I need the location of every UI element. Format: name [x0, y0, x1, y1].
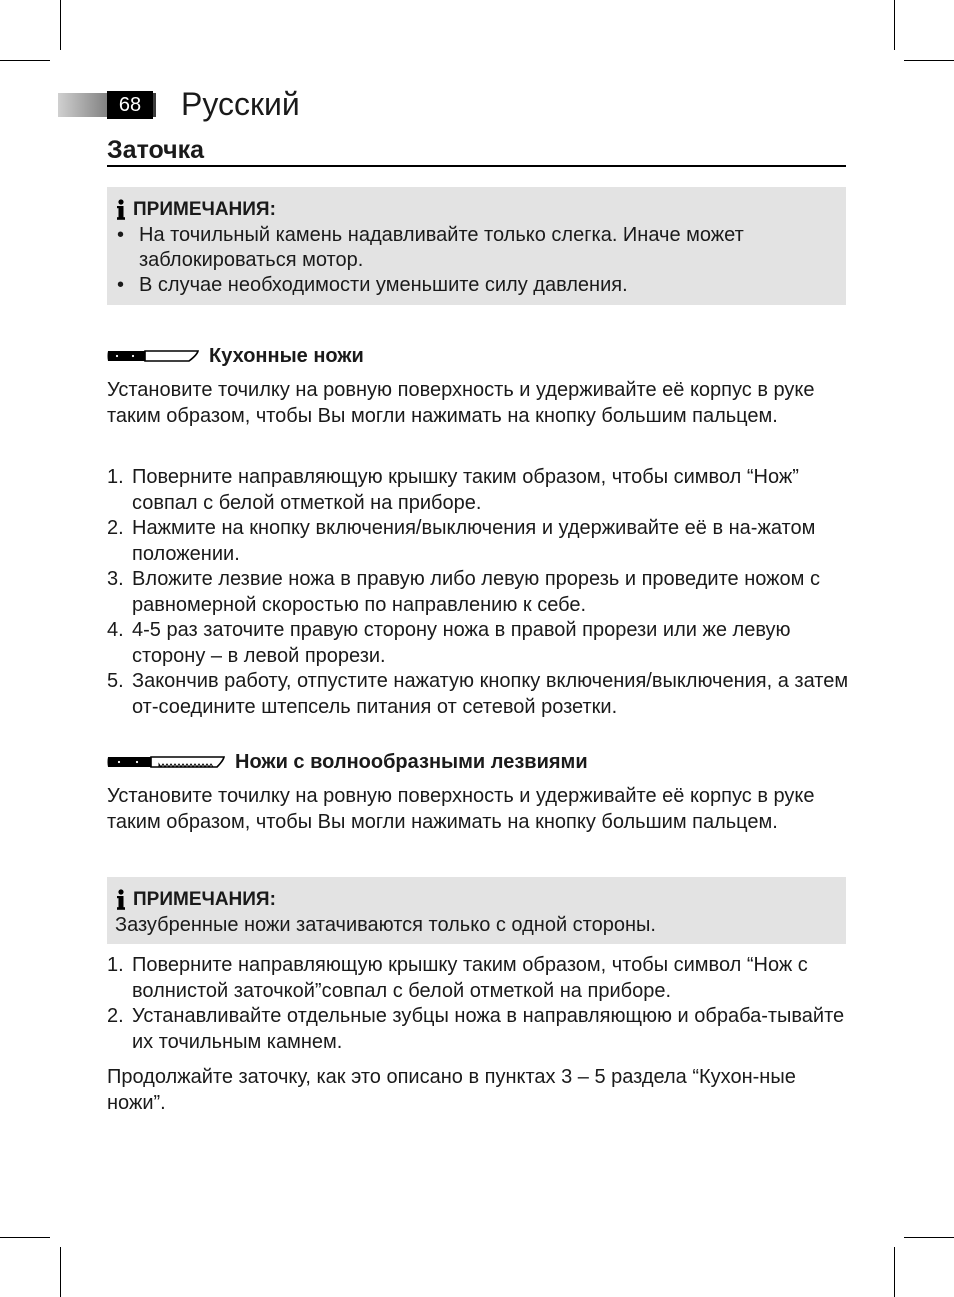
note-heading-text: ПРИМЕЧАНИЯ:	[133, 889, 276, 910]
step-item	[107, 465, 852, 516]
crop-mark	[0, 60, 50, 61]
step-item	[107, 669, 852, 720]
language-title: Русский	[181, 86, 300, 122]
note-box	[107, 877, 846, 944]
step-text: Поверните направляющую крышку таким образом, чтобы символ “Нож с волнистой заточкой”совпал с белой отметкой на приборе.	[132, 954, 808, 1002]
info-icon	[115, 889, 127, 911]
step-item	[107, 1004, 852, 1055]
note-heading	[115, 197, 838, 223]
serrated-knives-heading	[107, 749, 588, 775]
serrated-knives-outro: Продолжайте заточку, как это описано в пунктах 3 – 5 раздела “Кухон-ные ножи”.	[107, 1066, 796, 1114]
step-number: 2.	[107, 517, 124, 539]
crop-mark	[904, 60, 954, 61]
section-divider	[107, 165, 846, 167]
note-heading	[115, 887, 838, 913]
kitchen-knives-steps	[107, 465, 852, 720]
serrated-knife-icon	[107, 751, 226, 773]
kitchen-knife-icon	[107, 345, 200, 367]
info-icon	[115, 199, 127, 221]
kitchen-knives-heading-text: Кухонные ножи	[209, 345, 364, 367]
step-item	[107, 953, 852, 1004]
kitchen-knives-intro: Установите точилку на ровную поверхность и удерживайте её корпус в руке таким образом, чтобы Вы могли нажимать на кнопку большим пальцем.	[107, 379, 815, 427]
serrated-knives-intro: Установите точилку на ровную поверхность и удерживайте её корпус в руке таким образом, чтобы Вы могли нажимать на кнопку большим пальцем.	[107, 785, 815, 833]
note-item: • В случае необходимости уменьшите силу давления.	[115, 273, 838, 298]
step-text: Устанавливайте отдельные зубцы ножа в направляющюю и обраба-тывайте их точильным камнем.	[132, 1005, 845, 1053]
crop-mark	[60, 1247, 61, 1297]
step-text: Закончив работу, отпустите нажатую кнопку включения/выключения, а затем от-соедините штепсель питания от сетевой розетки.	[132, 670, 849, 718]
step-number: 3.	[107, 568, 124, 590]
step-number: 1.	[107, 954, 124, 976]
step-text: 4-5 раз заточите правую сторону ножа в правой прорези или же левую сторону – в левой прорези.	[132, 619, 791, 667]
step-item	[107, 618, 852, 669]
note-text: Зазубренные ножи затачиваются только с одной стороны.	[115, 914, 656, 936]
note-item: • На точильный камень надавливайте только слегка. Иначе может заблокироваться мотор.	[115, 223, 838, 273]
crop-mark	[60, 0, 61, 50]
note-heading-text: ПРИМЕЧАНИЯ:	[133, 199, 276, 220]
note-box	[107, 187, 846, 305]
step-text: Вложите лезвие ножа в правую либо левую прорезь и проведите ножом с равномерной скоростью по направлению к себе.	[132, 568, 820, 616]
step-text: Нажмите на кнопку включения/выключения и удерживайте её в на-жатом положении.	[132, 517, 816, 565]
crop-mark	[894, 0, 895, 50]
step-item	[107, 567, 852, 618]
page-number: 68	[107, 91, 153, 119]
step-text: Поверните направляющую крышку таким образом, чтобы символ “Нож” совпал с белой отметкой на приборе.	[132, 466, 799, 514]
step-number: 2.	[107, 1005, 124, 1027]
step-number: 1.	[107, 466, 124, 488]
crop-mark	[904, 1237, 954, 1238]
serrated-knives-heading-text: Ножи с волнообразными лезвиями	[235, 751, 588, 773]
step-number: 4.	[107, 619, 124, 641]
section-title: Заточка	[107, 136, 205, 164]
kitchen-knives-heading	[107, 343, 364, 369]
serrated-knives-steps	[107, 953, 852, 1055]
crop-mark	[0, 1237, 50, 1238]
crop-mark	[894, 1247, 895, 1297]
step-item	[107, 516, 852, 567]
note-list	[115, 223, 838, 298]
step-number: 5.	[107, 670, 124, 692]
